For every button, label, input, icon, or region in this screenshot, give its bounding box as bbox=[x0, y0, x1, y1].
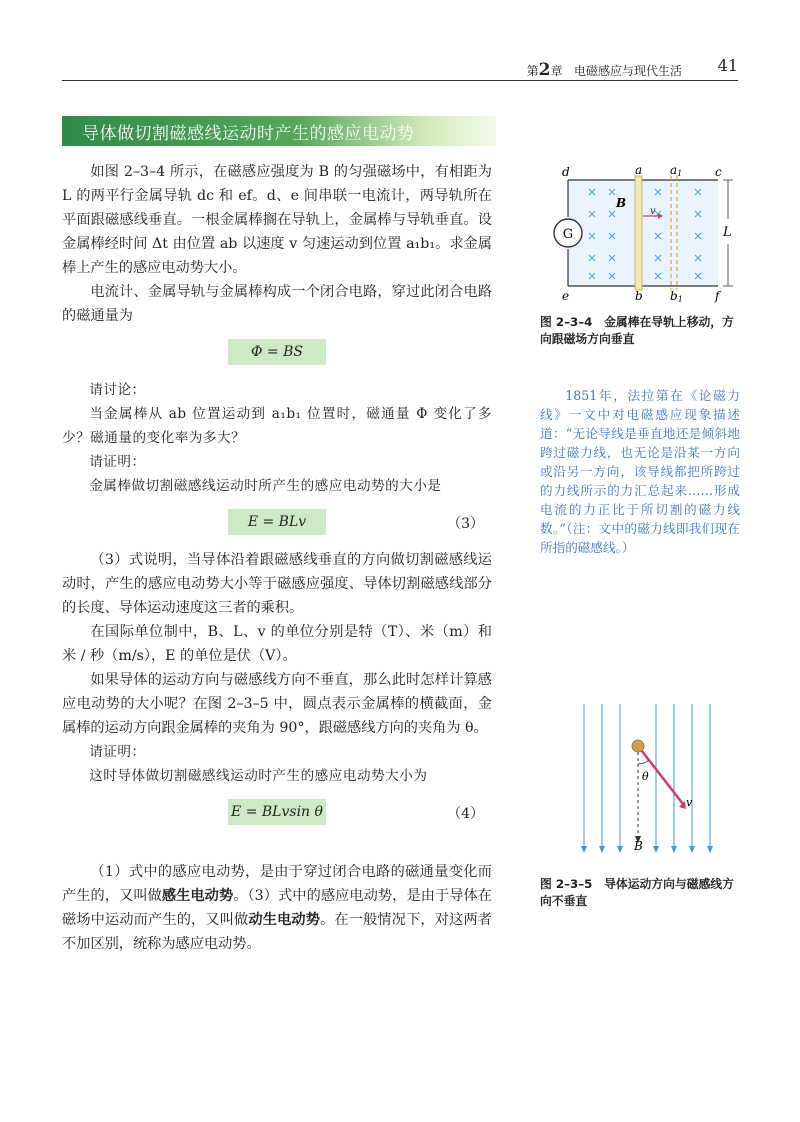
paragraph-9-part-b: 。（3）式中的感应电动势，是由于导体在磁场中运动而产生的，又叫做 bbox=[62, 888, 492, 928]
paragraph-1: 如图 2–3–4 所示，在磁感应强度为 B 的匀强磁场中，有相距为 L 的两平行金属导轨 dc 和 ef。d、e 间串联一电流计，两导轨所在平面跟磁感线垂直。一根金属棒搁在导轨上，金属棒与导轨垂直。设金属棒经时间 Δt 由位置 ab 以速度 v 匀速运动到位置 a₁b₁。求金属棒上产生的感应电动势大小。 bbox=[62, 164, 492, 276]
main-text bbox=[62, 160, 492, 956]
field-lines-diagram bbox=[540, 700, 740, 860]
circuit-diagram bbox=[540, 164, 740, 304]
label-b1: b1 bbox=[670, 289, 683, 304]
equation-3 bbox=[62, 506, 492, 540]
chapter-suffix: 章 bbox=[550, 64, 563, 78]
term-motional-emf: 动生电动势 bbox=[248, 912, 321, 928]
field-line-arrowhead bbox=[671, 846, 677, 853]
equation-3-number: （3） bbox=[447, 516, 484, 532]
field-line-arrowhead bbox=[581, 846, 587, 853]
field-line-arrowhead bbox=[653, 846, 659, 853]
chapter-heading bbox=[527, 60, 682, 80]
figure-2-3-4-caption: 图 2–3–4 金属棒在导轨上移动，方向跟磁场方向垂直 bbox=[540, 315, 734, 346]
paragraph-6: 在国际单位制中，B、L、v 的单位分别是特（T）、米（m）和米 / 秒（m/s），E 的单位是伏（V）。 bbox=[62, 624, 492, 664]
paragraph-7: 如果导体的运动方向与磁感线方向不垂直，那么此时怎样计算感应电动势的大小呢？在图 2–3–5 中，圆点表示金属棒的横截面，金属棒的运动方向跟金属棒的夹角为 90°，跟磁感线方向的夹角为 θ。 bbox=[62, 672, 492, 736]
field-line-arrowhead bbox=[599, 846, 605, 853]
equation-3-box: E = BLv bbox=[228, 509, 326, 535]
label-b: b bbox=[635, 289, 643, 303]
equation-flux-box: Φ = BS bbox=[228, 339, 326, 365]
section-title: 导体做切割磁感线运动时产生的感应电动势 bbox=[82, 124, 415, 144]
label-v: v bbox=[686, 796, 693, 809]
field-line-arrowhead bbox=[689, 846, 695, 853]
label-B: B bbox=[634, 839, 643, 853]
equation-flux bbox=[62, 336, 492, 370]
angle-arc bbox=[638, 760, 649, 764]
metal-rod-ab bbox=[635, 176, 642, 290]
figure-2-3-4 bbox=[540, 164, 740, 348]
paragraph-5: （3）式说明，当导体沿着跟磁感线垂直的方向做切割磁感线运动时，产生的感应电动势大小等于磁感应强度、导体切割磁感线部分的长度、导体运动速度这三者的乘积。 bbox=[62, 552, 492, 616]
page-number: 41 bbox=[717, 56, 738, 75]
velocity-label: v bbox=[650, 206, 656, 217]
paragraph-4: 金属棒做切割磁感线运动时所产生的感应电动势的大小是 bbox=[89, 478, 442, 494]
field-line-arrowhead bbox=[707, 846, 713, 853]
paragraph-2: 电流计、金属导轨与金属棒构成一个闭合电路，穿过此闭合电路的磁通量为 bbox=[62, 284, 492, 324]
label-d: d bbox=[562, 165, 570, 179]
paragraph-9-part-c: 。在一般情况下，对这两者不加区别，统称为感应电动势。 bbox=[62, 912, 492, 952]
chapter-prefix: 第 bbox=[526, 64, 539, 78]
rod-cross-section bbox=[632, 740, 644, 752]
side-note: 1851年，法拉第在《论磁力线》一文中对电磁感应现象描述道：“无论导线是垂直地还是倾斜地跨过磁力线，也无论是沿某一方向或沿另一方向，该导线都把所跨过的力线所示的力汇总起来……形成电流的力正比于所切割的磁力线数。”（注：文中的磁力线即我们现在所指的磁感线。） bbox=[540, 388, 740, 555]
paragraph-8: 这时导体做切割磁感线运动时产生的感应电动势大小为 bbox=[89, 768, 428, 784]
label-L: L bbox=[723, 225, 732, 240]
chapter-number: 2 bbox=[538, 60, 551, 80]
term-induced-emf: 感生电动势 bbox=[161, 888, 234, 904]
equation-4 bbox=[62, 796, 492, 830]
figure-2-3-5-caption: 图 2–3–5 导体运动方向与磁感线方向不垂直 bbox=[540, 877, 734, 908]
equation-4-box: E = BLvsin θ bbox=[228, 799, 326, 825]
prove-label-1: 请证明： bbox=[89, 454, 146, 470]
label-a: a bbox=[635, 164, 643, 177]
paragraph-3: 当金属棒从 ab 位置运动到 a₁b₁ 位置时，磁通量 Φ 变化了多少？磁通量的变化率为多大？ bbox=[62, 406, 492, 446]
label-theta: θ bbox=[642, 770, 649, 783]
section-title-bar bbox=[62, 116, 496, 146]
paragraph-9 bbox=[62, 860, 492, 956]
field-line-arrowhead bbox=[617, 846, 623, 853]
field-label-B: B bbox=[616, 196, 627, 210]
equation-4-number: （4） bbox=[447, 806, 484, 822]
label-a1: a1 bbox=[670, 164, 683, 178]
chapter-title: 电磁感应与现代生活 bbox=[573, 64, 682, 78]
discuss-label: 请讨论： bbox=[89, 382, 146, 398]
label-e: e bbox=[562, 289, 570, 303]
prove-label-2: 请证明： bbox=[89, 744, 146, 760]
paragraph-9-part-a: （1）式中的感应电动势，是由于穿过闭合电路的磁通量变化而产生的，又叫做 bbox=[62, 864, 492, 904]
galvanometer-label: G bbox=[562, 227, 574, 242]
label-c: c bbox=[715, 165, 722, 179]
page-header bbox=[62, 52, 738, 81]
label-f: f bbox=[715, 289, 720, 303]
figure-2-3-5 bbox=[540, 700, 740, 910]
